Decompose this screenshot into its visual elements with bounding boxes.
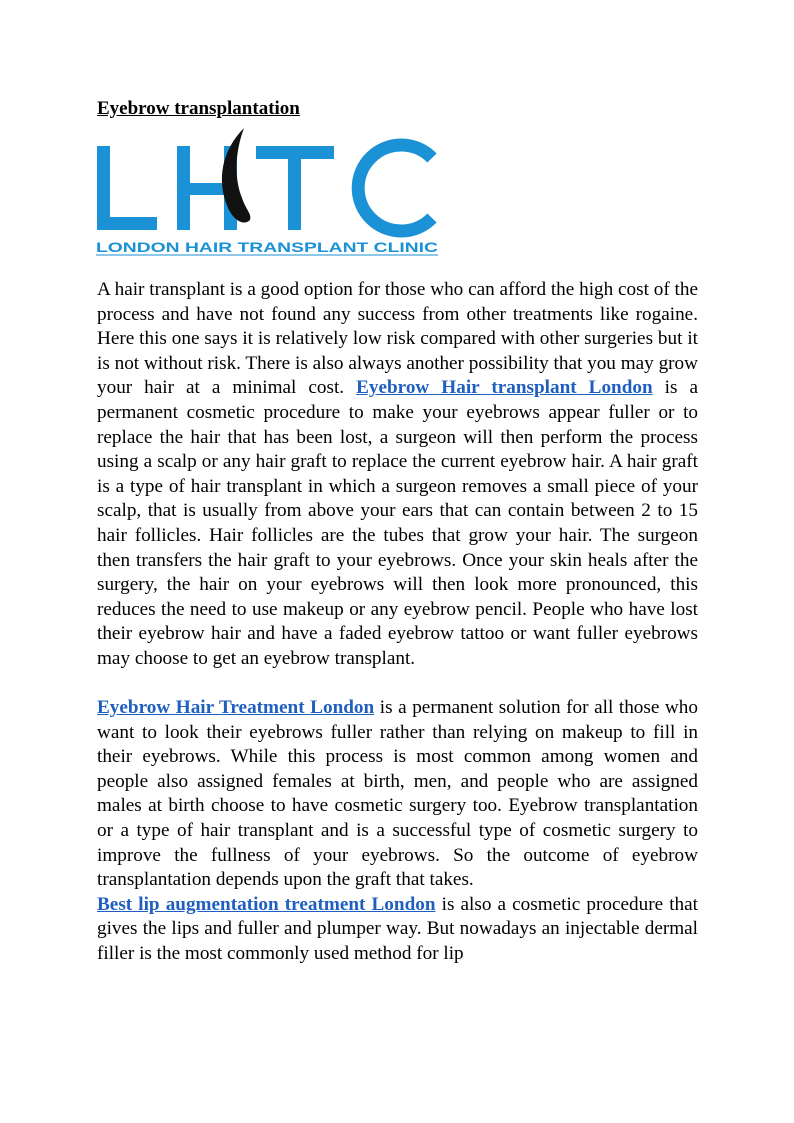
link-best-lip-augmentation-treatment-london[interactable]: Best lip augmentation treatment London [97, 893, 436, 915]
document-heading: Eyebrow transplantation [97, 98, 300, 119]
link-eyebrow-hair-transplant-london[interactable]: Eyebrow Hair transplant London [356, 377, 653, 399]
logo-letters [97, 145, 432, 231]
logo-subtitle: LONDON HAIR TRANSPLANT CLINIC [96, 239, 438, 255]
logo-letter-c [358, 145, 432, 231]
logo-letter-l-base [97, 217, 157, 230]
paragraph-1-text-before: A hair transplant is a good option for those who can afford the high cost of the process and have not found any success from other treatments like rogaine. Here this one says it is relatively low risk compared with other surgeries but it is not without risk. There is also always another possibility that you may grow your hair at a minimal cost. [97, 279, 698, 399]
paragraph-1-text-after: is a permanent cosmetic procedure to make your eyebrows appear fuller or to replace the hair that has been lost, a surgeon will then perform the process using a scalp or any hair graft to replace the current eyebrow hair. A hair graft is a type of hair transplant in which a surgeon removes a small piece of your scalp, that is usually from above your ears that can contain between 2 to 15 hair follicles. Hair follicles are the tubes that grow your hair. The surgeon then transfers the hair graft to your eyebrows. Once your skin heals after the surgery, the hair on your eyebrows will then look more pronounced, this reduces the need to use makeup or any eyebrow pencil. People who have lost their eyebrow hair and have a faded eyebrow tattoo or want fuller eyebrows may choose to get an eyebrow transplant. [97, 377, 698, 669]
paragraph-2-text-after: is a permanent solution for all those who want to look their eyebrows fuller rather than relying on makeup to fill in their eyebrows. While this process is most common among women and people also assigned females at birth, men, and people who are assigned males at birth choose to have cosmetic surgery too. Eyebrow transplantation or a type of hair transplant and is a successful type of cosmetic surgery to improve the fullness of your eyebrows. So the outcome of eyebrow transplantation depends upon the graft that takes. [97, 697, 698, 891]
logo-letter-t-stem [288, 146, 301, 230]
paragraph-3-text-after: is also a cosmetic procedure that gives the lips and fuller and plumper way. But nowadays an injectable dermal filler is the most commonly used method for lip [97, 893, 698, 965]
lhtc-logo [94, 128, 442, 258]
paragraph-3 [97, 893, 698, 967]
link-eyebrow-hair-treatment-london[interactable]: Eyebrow Hair Treatment London [97, 697, 375, 719]
article-body [97, 278, 698, 967]
paragraph-2 [97, 696, 698, 893]
paragraph-1 [97, 278, 698, 672]
